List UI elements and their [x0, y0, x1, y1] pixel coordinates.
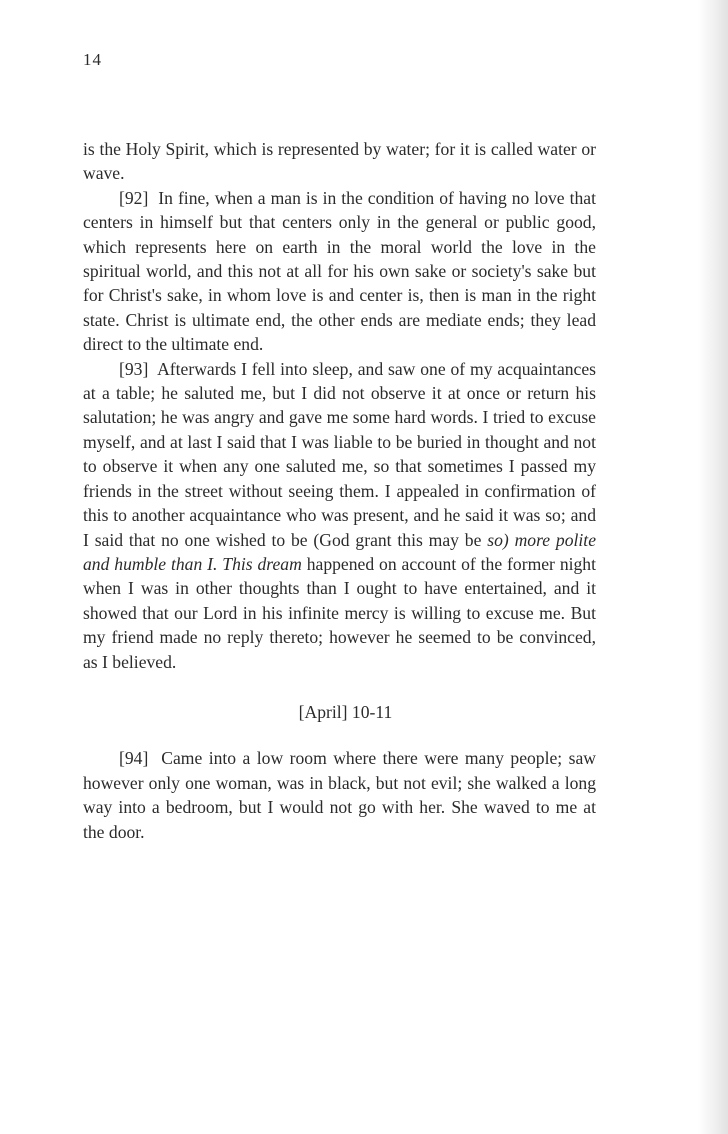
paragraph-text: In fine, when a man is in the condition of having no love that centers in himself but that centers only in the general or public good, which represents here on earth in the moral world the love in the spiritual world, and this not at all for his own sake or society's sake but for Christ's sake, in whom love is and center is, then is man in the right state. Christ is ultimate end, the other ends are mediate ends; they lead direct to the ultimate end.	[83, 187, 596, 355]
paragraph-continuation: is the Holy Spirit, which is represented by water; for it is called water or wave.	[83, 139, 596, 184]
paragraph-label: [94]	[119, 748, 149, 769]
page-number: 14	[83, 50, 102, 69]
paragraph-text: Afterwards I fell into sleep, and saw one of my acquaintances at a table; he saluted me, but I did not observe it at once or return his salutation; he was angry and gave me some hard words. I tried to excuse myself, and at last I said that I was liable to be buried in thought and not to observe it when any one saluted me, so that sometimes I passed my friends in the street without seeing them. I appealed in confirmation of this to another acquaintance who was present, and he said it was so; and I said that no one wished to be (God grant this may be	[83, 358, 597, 550]
paragraph-93	[83, 357, 596, 674]
page-body	[83, 137, 596, 844]
paragraph-text-continued: happened on account of the former night when I was in other thoughts than I ought to have entertained, and it showed that our Lord in his infinite mercy is willing to excuse me. But my friend made no reply thereto; however he seemed to be convinced, as I believed.	[83, 553, 596, 672]
italic-text: so) more polite and humble than I. This dream	[83, 529, 597, 574]
paragraph-text: Came into a low room where there were many people; saw however only one woman, was in black, but not evil; she walked a long way into a bedroom, but I would not go with her. She waved to me at the door.	[83, 748, 596, 842]
paragraph-label: [92]	[119, 187, 149, 208]
paragraph-label: [93]	[119, 358, 149, 379]
paragraph-94	[83, 746, 596, 844]
page-gutter-shadow	[698, 0, 728, 1134]
section-heading: [April] 10-11	[298, 701, 393, 722]
paragraph-92	[83, 186, 596, 357]
